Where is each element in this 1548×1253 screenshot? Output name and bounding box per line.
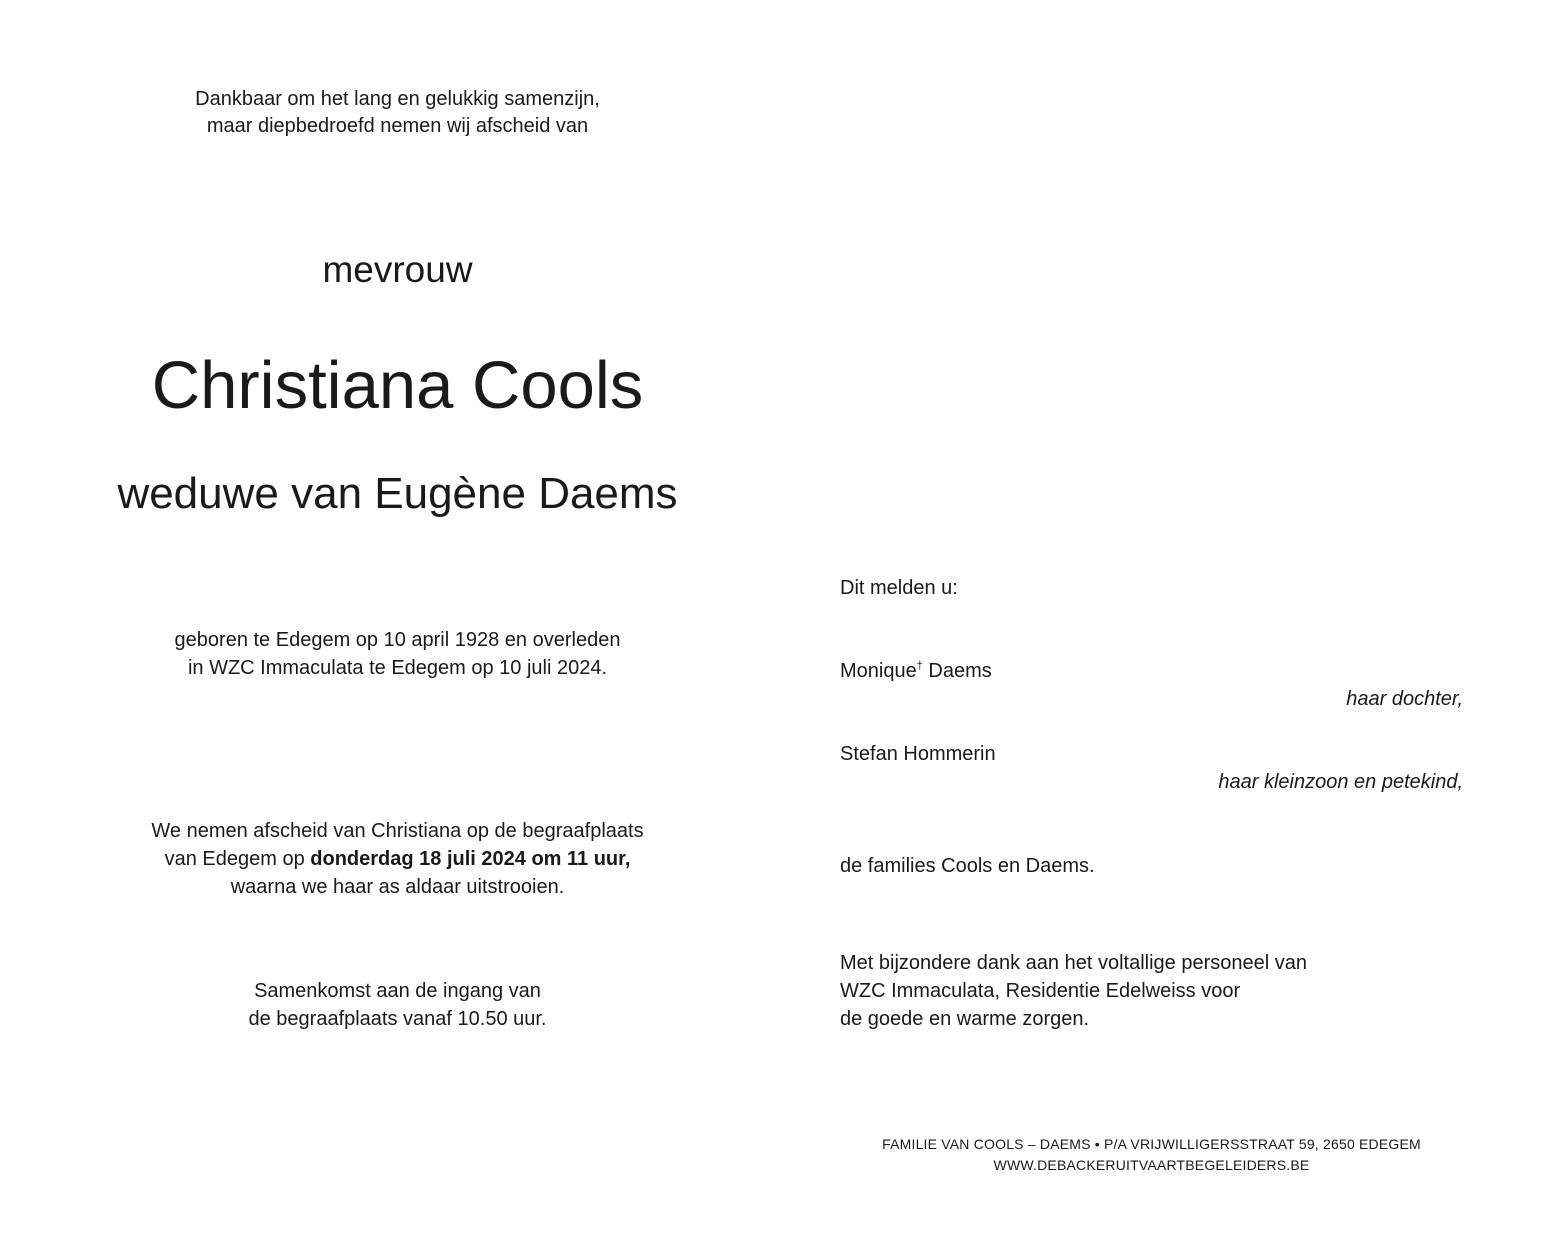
member-surname: Daems xyxy=(928,660,992,682)
family-member xyxy=(840,740,1463,796)
thanks-line-2: WZC Immaculata, Residentie Edelweiss voor xyxy=(840,980,1241,1002)
family-member-role: haar dochter, xyxy=(1346,688,1463,710)
deceased-dagger-mark: † xyxy=(916,660,923,672)
footer-address: FAMILIE VAN COOLS – DAEMS • P/A VRIJWILLIGERSSTRAAT 59, 2650 EDEGEM xyxy=(882,1136,1421,1152)
family-member-name: Stefan Hommerin xyxy=(840,743,996,765)
thanks-line-3: de goede en warme zorgen. xyxy=(840,1008,1090,1030)
thanks-line-1: Met bijzondere dank aan het voltallige personeel van xyxy=(840,952,1307,974)
born-line-2: in WZC Immaculata te Edegem op 10 juli 2024. xyxy=(187,657,608,679)
intro-line-1: Dankbaar om het lang en gelukkig samenzijn, xyxy=(195,88,600,110)
thanks-text xyxy=(840,949,1463,1033)
ceremony-line-2 xyxy=(0,845,795,873)
families-line: de families Cools en Daems. xyxy=(840,855,1095,877)
birth-death-details xyxy=(0,626,795,682)
footer-website: WWW.DEBACKERUITVAARTBEGELEIDERS.BE xyxy=(993,1157,1310,1173)
title-prefix: mevrouw xyxy=(322,249,473,290)
intro-line-2: maar diepbedroefd nemen wij afscheid van xyxy=(206,115,589,137)
gathering-details xyxy=(0,977,795,1033)
ceremony-line-1: We nemen afscheid van Christiana op de begraafplaats xyxy=(151,820,644,842)
born-line-1: geboren te Edegem op 10 april 1928 en overleden xyxy=(174,629,621,651)
ceremony-details xyxy=(0,817,795,901)
ceremony-date-time: donderdag 18 juli 2024 om 11 uur, xyxy=(310,848,631,870)
gathering-line-2: de begraafplaats vanaf 10.50 uur. xyxy=(248,1008,547,1030)
member-first-name: Monique xyxy=(840,660,917,682)
intro-text xyxy=(0,86,795,140)
gathering-line-1: Samenkomst aan de ingang van xyxy=(254,980,541,1002)
widow-of-line: weduwe van Eugène Daems xyxy=(117,469,678,518)
footer xyxy=(840,1134,1463,1176)
deceased-name: Christiana Cools xyxy=(151,348,644,423)
family-member xyxy=(840,657,1463,713)
announce-label: Dit melden u: xyxy=(840,577,958,599)
family-member-role: haar kleinzoon en petekind, xyxy=(1218,771,1463,793)
ceremony-line-3: waarna we haar as aldaar uitstrooien. xyxy=(230,876,565,898)
family-member-name xyxy=(840,657,1463,685)
ceremony-line-2-prefix: van Edegem op xyxy=(164,848,305,870)
